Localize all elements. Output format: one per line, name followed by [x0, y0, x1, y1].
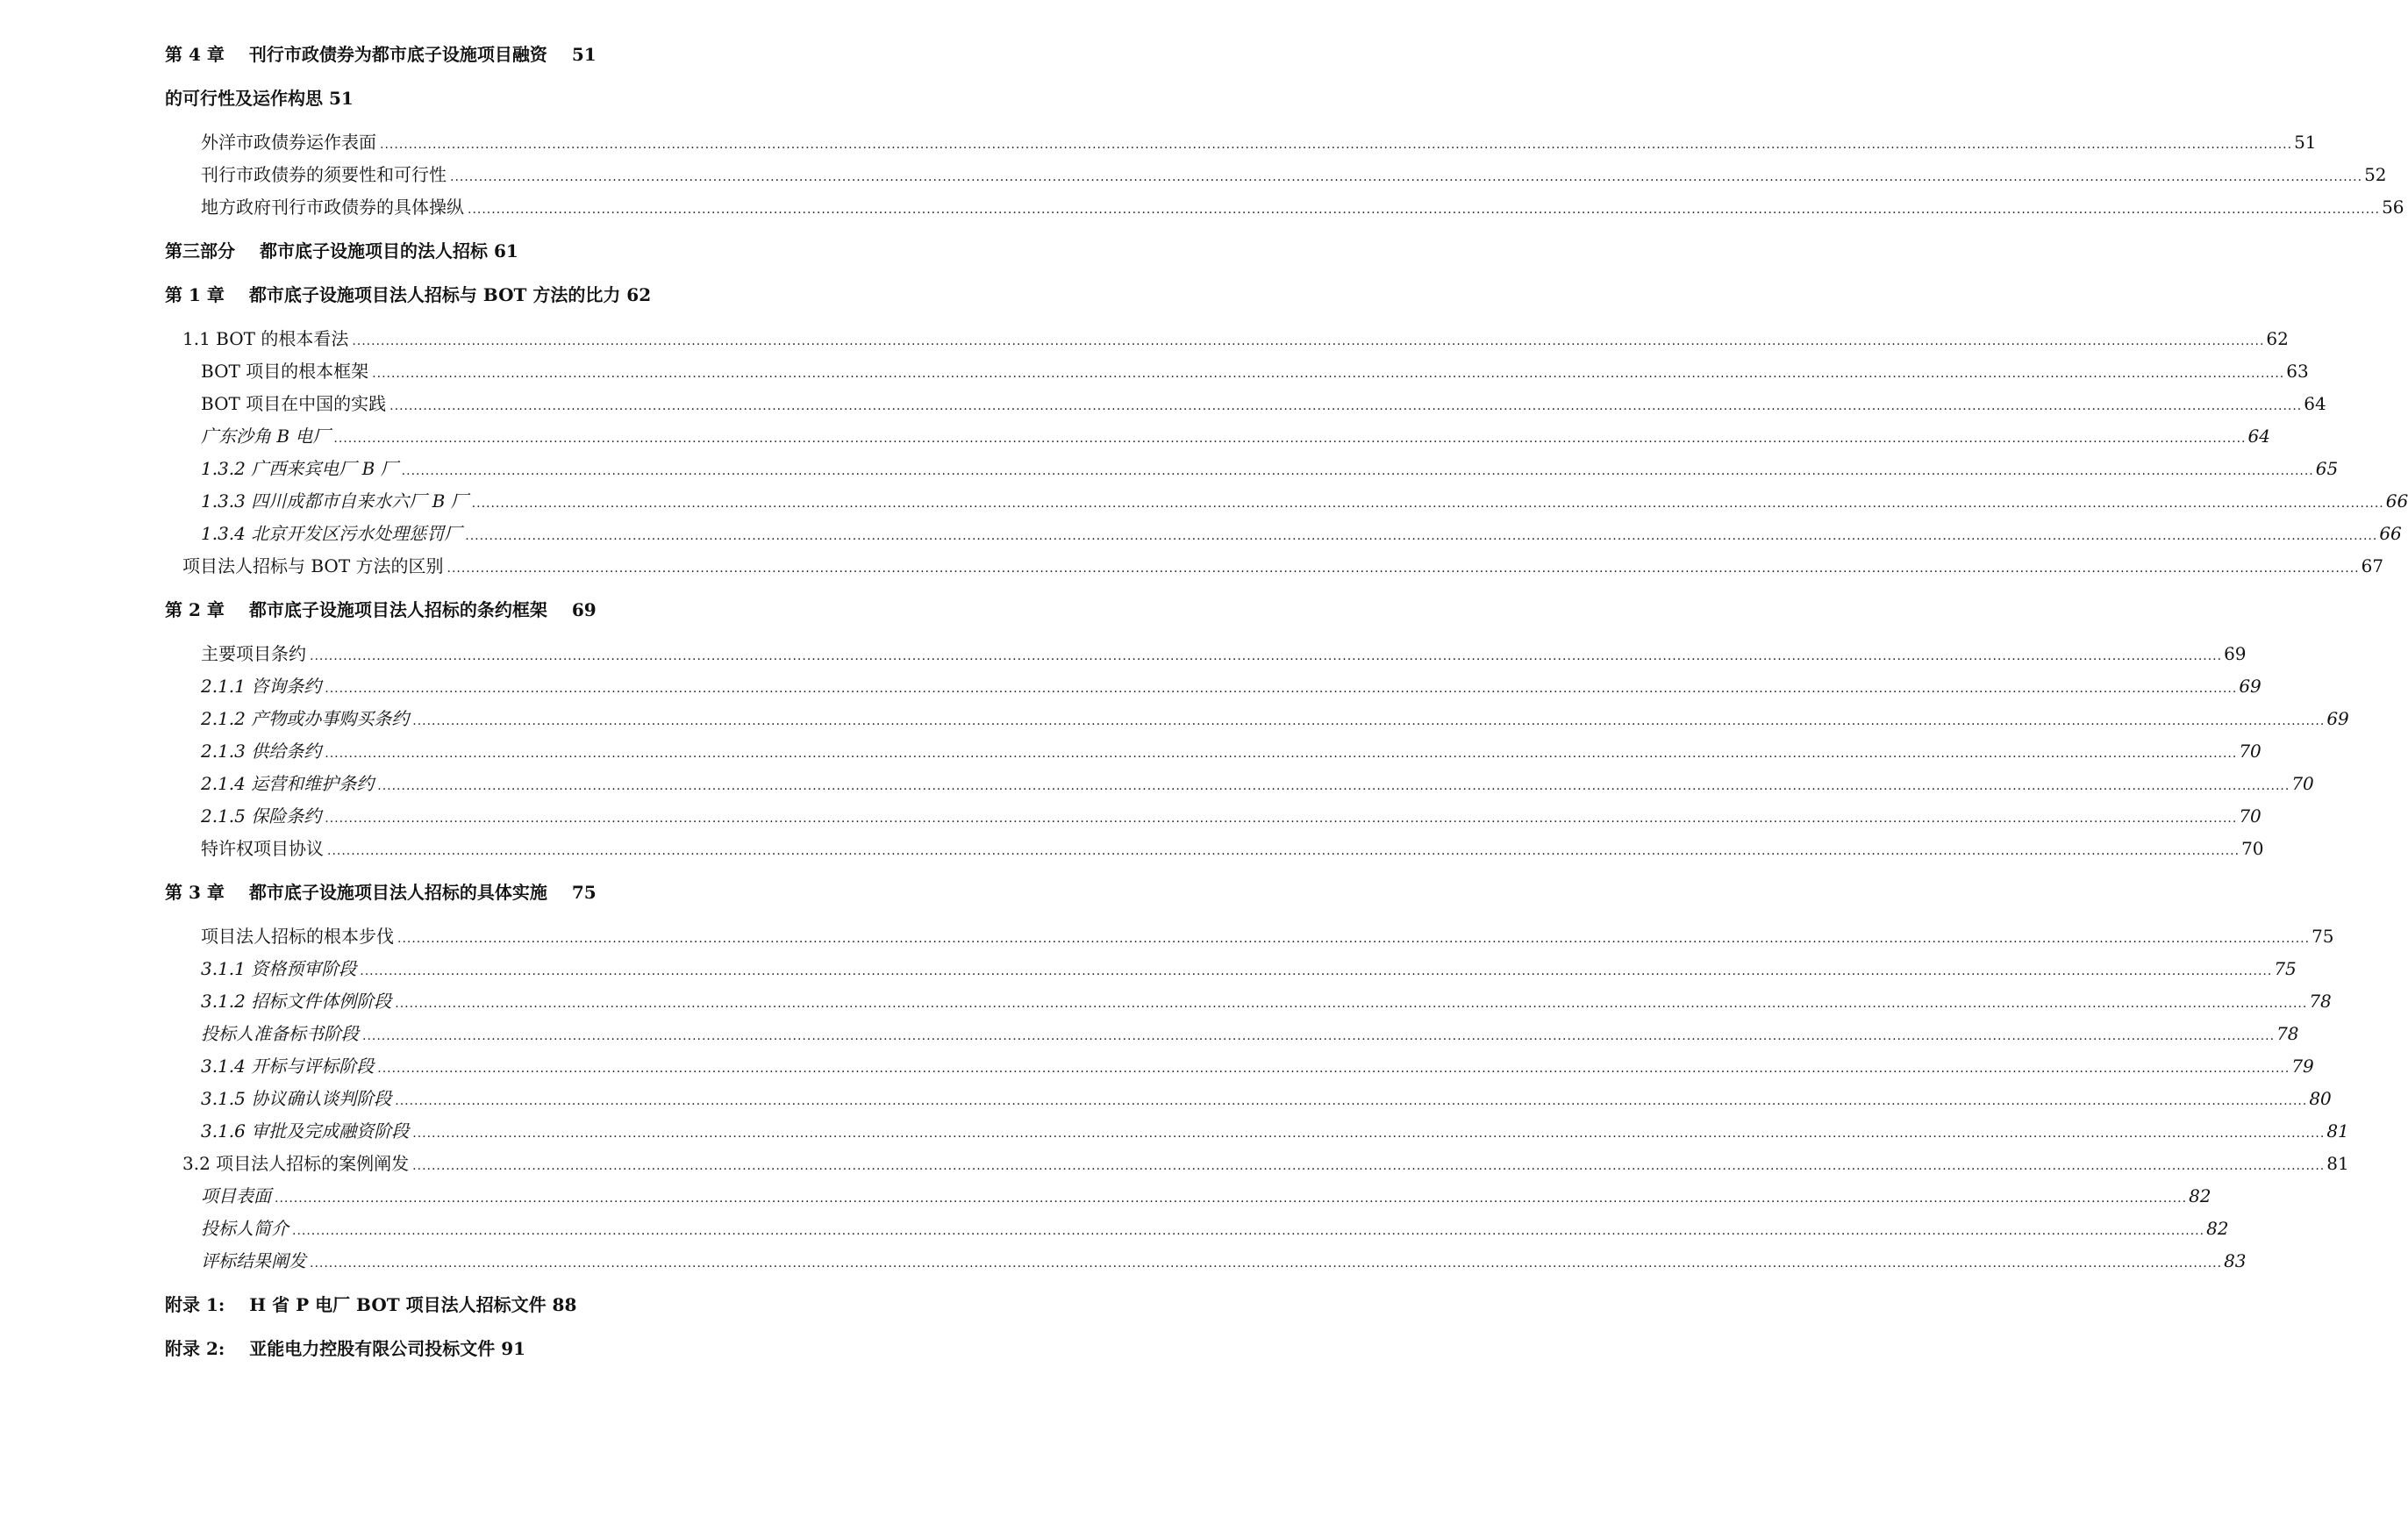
- toc-entry-page: 70: [2239, 741, 2262, 762]
- toc-entry-page: 66: [2379, 523, 2402, 544]
- dot-leader: ................................................................................................................................................................................................................................................................................................................................................................................................................: [465, 529, 2378, 543]
- toc-heading: [165, 239, 518, 263]
- toc-heading: [165, 598, 597, 622]
- toc-entry-page: 70: [2241, 838, 2264, 859]
- toc-entry-title: 2.1.3 供给条约: [201, 741, 322, 762]
- dot-leader: ................................................................................................................................................................................................................................................................................................................................................................................................................: [327, 844, 2240, 858]
- toc-entry-title: 2.1.1 咨询条约: [201, 676, 322, 697]
- dot-leader: ................................................................................................................................................................................................................................................................................................................................................................................................................: [412, 1159, 2326, 1173]
- toc-heading: [165, 1292, 576, 1317]
- heading-part: 亚能电力控股有限公司投标文件 91: [249, 1338, 526, 1359]
- toc-heading: [165, 1336, 525, 1361]
- heading-part: 的可行性及运作构思 51: [165, 88, 354, 109]
- toc-entry-title: 3.1.2 招标文件体例阶段: [201, 991, 392, 1012]
- heading-part: 75: [571, 882, 597, 903]
- toc-entry-title: 2.1.5 保险条约: [201, 805, 322, 827]
- toc-entry-title: 1.3.2 广西来宾电厂 B 厂: [201, 458, 398, 479]
- heading-part: 都市底子设施项目法人招标的具体实施: [248, 882, 547, 903]
- toc-entry-page: 65: [2315, 458, 2339, 479]
- toc-entry-page: 67: [2361, 555, 2384, 576]
- toc-entry[interactable]: [201, 1119, 2349, 1146]
- toc-entry[interactable]: [201, 456, 2339, 483]
- toc-entry[interactable]: [182, 554, 2384, 581]
- dot-leader: ................................................................................................................................................................................................................................................................................................................................................................................................................: [412, 1127, 2326, 1141]
- toc-entry-page: 56: [2382, 197, 2404, 218]
- dot-leader: ................................................................................................................................................................................................................................................................................................................................................................................................................: [362, 1029, 2276, 1043]
- heading-part: 第 1 章: [165, 284, 225, 305]
- toc-entry-page: 75: [2274, 958, 2297, 979]
- toc-entry-page: 75: [2312, 926, 2334, 947]
- toc-entry-page: 82: [2189, 1185, 2212, 1206]
- heading-part: 69: [571, 599, 597, 620]
- dot-leader: ................................................................................................................................................................................................................................................................................................................................................................................................................: [447, 562, 2360, 576]
- toc-entry-title: 1.3.4 北京开发区污水处理惩罚厂: [201, 523, 462, 544]
- toc-entry[interactable]: [201, 521, 2402, 548]
- toc-entry[interactable]: [201, 771, 2314, 798]
- dot-leader: ................................................................................................................................................................................................................................................................................................................................................................................................................: [333, 432, 2247, 446]
- dot-leader: ................................................................................................................................................................................................................................................................................................................................................................................................................: [310, 649, 2223, 663]
- toc-entry-title: 投标人简介: [201, 1218, 289, 1239]
- toc-entry-page: 70: [2239, 805, 2262, 827]
- toc-entry-title: 3.1.5 协议确认谈判阶段: [201, 1088, 392, 1109]
- toc-entry[interactable]: [201, 195, 2404, 222]
- heading-part: 第 2 章: [165, 599, 225, 620]
- toc-entry[interactable]: [201, 130, 2317, 157]
- heading-part: 附录 2:: [165, 1338, 225, 1359]
- dot-leader: ................................................................................................................................................................................................................................................................................................................................................................................................................: [412, 714, 2326, 728]
- toc-entry[interactable]: [201, 924, 2334, 951]
- dot-leader: ................................................................................................................................................................................................................................................................................................................................................................................................................: [360, 964, 2273, 978]
- toc-entry-title: 项目法人招标的根本步伐: [201, 926, 394, 947]
- toc-entry[interactable]: [201, 804, 2262, 831]
- heading-part: H 省 P 电厂 BOT 项目法人招标文件 88: [249, 1294, 577, 1315]
- dot-leader: ................................................................................................................................................................................................................................................................................................................................................................................................................: [325, 747, 2238, 761]
- heading-part: 都市底子设施项目法人招标的条约框架: [248, 599, 547, 620]
- dot-leader: ................................................................................................................................................................................................................................................................................................................................................................................................................: [310, 1256, 2223, 1271]
- toc-entry[interactable]: [201, 162, 2387, 190]
- dot-leader: ................................................................................................................................................................................................................................................................................................................................................................................................................: [395, 997, 2308, 1011]
- toc-entry[interactable]: [201, 1249, 2247, 1276]
- toc-entry[interactable]: [201, 706, 2349, 734]
- heading-part: 都市底子设施项目的法人招标 61: [260, 240, 518, 261]
- dot-leader: ................................................................................................................................................................................................................................................................................................................................................................................................................: [325, 812, 2238, 826]
- toc-entry-title: 2.1.4 运营和维护条约: [201, 773, 375, 794]
- toc-entry-page: 70: [2291, 773, 2314, 794]
- toc-entry-title: BOT 项目的根本框架: [201, 361, 369, 382]
- dot-leader: ................................................................................................................................................................................................................................................................................................................................................................................................................: [372, 367, 2285, 381]
- dot-leader: ................................................................................................................................................................................................................................................................................................................................................................................................................: [377, 1062, 2290, 1076]
- toc-entry-title: 刊行市政债券的须要性和可行性: [201, 164, 447, 185]
- dot-leader: ................................................................................................................................................................................................................................................................................................................................................................................................................: [468, 203, 2381, 217]
- toc-heading: [165, 42, 597, 67]
- toc-entry[interactable]: [201, 489, 2408, 516]
- dot-leader: ................................................................................................................................................................................................................................................................................................................................................................................................................: [275, 1192, 2188, 1206]
- toc-entry-title: 广东沙角 B 电厂: [201, 426, 331, 447]
- heading-part: 第 4 章: [165, 44, 225, 65]
- toc-entry-page: 69: [2224, 643, 2247, 664]
- toc-entry-page: 69: [2326, 708, 2349, 729]
- heading-part: 刊行市政债券为都市底子设施项目融资: [248, 44, 547, 65]
- toc-entry-page: 51: [2294, 132, 2317, 153]
- toc-entry[interactable]: [201, 1086, 2332, 1113]
- toc-entry-page: 52: [2364, 164, 2387, 185]
- dot-leader: ................................................................................................................................................................................................................................................................................................................................................................................................................: [292, 1224, 2205, 1238]
- toc-entry-title: 地方政府刊行市政债券的具体操纵: [201, 197, 464, 218]
- toc-entry-title: 3.1.1 资格预审阶段: [201, 958, 357, 979]
- dot-leader: ................................................................................................................................................................................................................................................................................................................................................................................................................: [377, 779, 2290, 793]
- toc-entry[interactable]: [201, 1021, 2299, 1049]
- toc-entry[interactable]: [201, 1184, 2212, 1211]
- toc-heading: [165, 880, 597, 905]
- heading-part: 都市底子设施项目法人招标与 BOT 方法的比力 62: [248, 284, 652, 305]
- toc-entry-title: 项目表面: [201, 1185, 271, 1206]
- toc-entry-title: 2.1.2 产物或办事购买条约: [201, 708, 410, 729]
- toc-entry-page: 81: [2326, 1153, 2349, 1174]
- dot-leader: ................................................................................................................................................................................................................................................................................................................................................................................................................: [401, 464, 2314, 478]
- toc-entry[interactable]: [201, 424, 2270, 451]
- toc-entry-title: 3.1.6 审批及完成融资阶段: [201, 1120, 410, 1142]
- toc-entry[interactable]: [201, 391, 2326, 419]
- toc-entry[interactable]: [201, 1216, 2229, 1243]
- toc-entry-title: 1.3.3 四川成都市自来水六厂 B 厂: [201, 490, 468, 512]
- toc-entry-title: 1.1 BOT 的根本看法: [182, 328, 349, 349]
- heading-part: 51: [571, 44, 597, 65]
- toc-entry-page: 82: [2206, 1218, 2229, 1239]
- toc-entry-page: 78: [2276, 1023, 2299, 1044]
- toc-entry[interactable]: [201, 1054, 2314, 1081]
- dot-leader: ................................................................................................................................................................................................................................................................................................................................................................................................................: [397, 932, 2311, 946]
- toc-entry[interactable]: [201, 359, 2309, 386]
- toc-entry-title: 特许权项目协议: [201, 838, 324, 859]
- toc-entry-title: 3.1.4 开标与评标阶段: [201, 1056, 375, 1077]
- toc-entry-page: 80: [2309, 1088, 2332, 1109]
- toc-entry-page: 79: [2291, 1056, 2314, 1077]
- toc-entry[interactable]: [201, 739, 2262, 766]
- toc-entry[interactable]: [201, 674, 2262, 701]
- dot-leader: ................................................................................................................................................................................................................................................................................................................................................................................................................: [395, 1094, 2308, 1108]
- dot-leader: ................................................................................................................................................................................................................................................................................................................................................................................................................: [325, 682, 2238, 696]
- toc-entry-title: BOT 项目在中国的实践: [201, 393, 387, 414]
- dot-leader: ................................................................................................................................................................................................................................................................................................................................................................................................................: [450, 170, 2363, 184]
- toc-entry[interactable]: [201, 641, 2247, 669]
- heading-part: 第三部分: [165, 240, 235, 261]
- toc-entry-page: 64: [2247, 426, 2270, 447]
- toc-entry[interactable]: [201, 989, 2332, 1016]
- dot-leader: ................................................................................................................................................................................................................................................................................................................................................................................................................: [471, 497, 2384, 511]
- toc-entry-title: 投标人准备标书阶段: [201, 1023, 359, 1044]
- toc-entry-title: 项目法人招标与 BOT 方法的区别: [182, 555, 444, 576]
- toc-entry-title: 3.2 项目法人招标的案例阐发: [182, 1153, 410, 1174]
- toc-entry-page: 63: [2286, 361, 2309, 382]
- dot-leader: ................................................................................................................................................................................................................................................................................................................................................................................................................: [389, 399, 2303, 413]
- toc-entry[interactable]: [182, 326, 2289, 354]
- toc-heading: [165, 86, 354, 111]
- heading-part: 第 3 章: [165, 882, 225, 903]
- dot-leader: ................................................................................................................................................................................................................................................................................................................................................................................................................: [352, 334, 2265, 348]
- toc-entry-page: 66: [2385, 490, 2408, 512]
- toc-entry-page: 83: [2224, 1250, 2247, 1271]
- toc-entry-title: 外洋市政债券运作表面: [201, 132, 376, 153]
- toc-entry-page: 64: [2304, 393, 2326, 414]
- toc-entry-title: 主要项目条约: [201, 643, 306, 664]
- toc-entry-page: 69: [2239, 676, 2262, 697]
- toc-entry-page: 78: [2309, 991, 2332, 1012]
- toc-entry-page: 62: [2266, 328, 2289, 349]
- toc-entry[interactable]: [201, 836, 2264, 863]
- dot-leader: ................................................................................................................................................................................................................................................................................................................................................................................................................: [380, 138, 2293, 152]
- toc-entry[interactable]: [201, 956, 2297, 984]
- toc-entry-page: 81: [2326, 1120, 2349, 1142]
- toc-entry-title: 评标结果阐发: [201, 1250, 306, 1271]
- toc-entry[interactable]: [182, 1151, 2349, 1178]
- toc-heading: [165, 283, 651, 307]
- heading-part: 附录 1:: [165, 1294, 225, 1315]
